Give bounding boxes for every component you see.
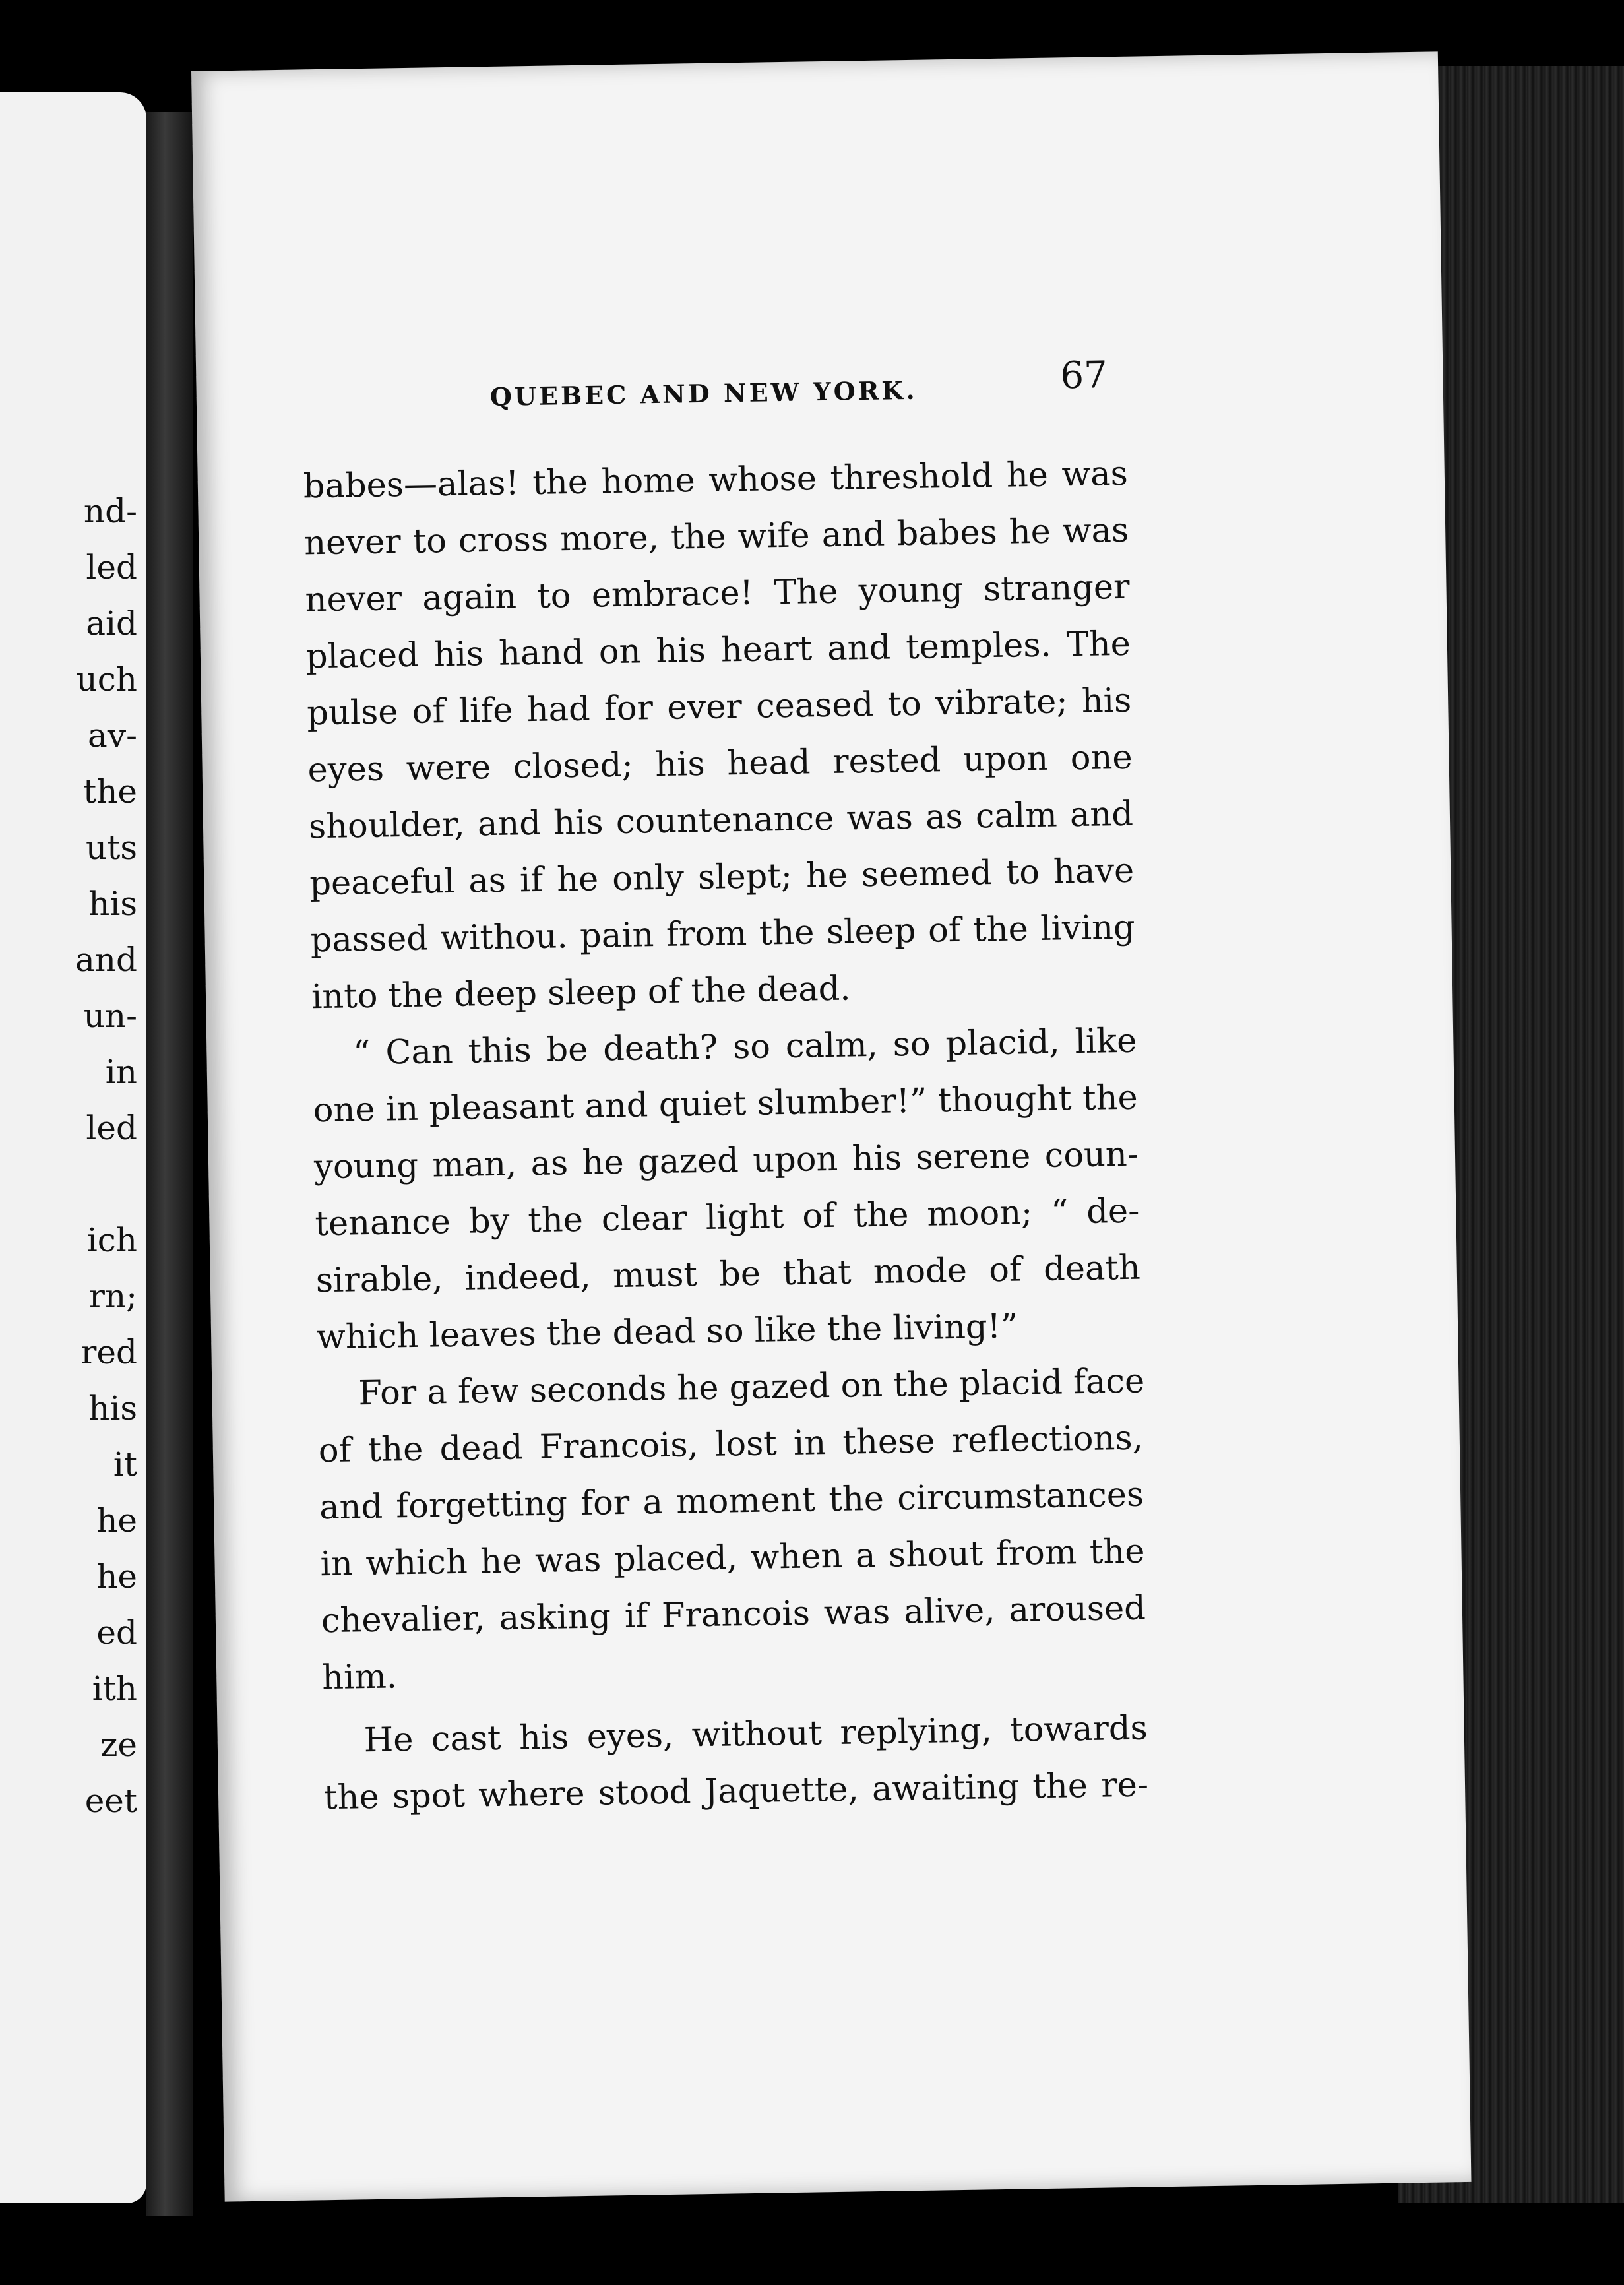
text-line: one in pleasant and quiet slumber!” thought the [313,1078,1139,1131]
text-line: babes—alas! the home whose threshold he was [303,454,1129,507]
paragraph [317,1354,1147,1707]
previous-page-line: nd- [83,492,137,530]
text-line: placed his hand on his heart and temples. The [305,624,1131,677]
text-line: never again to embrace! The young stranger [305,567,1130,620]
text-line: chevalier, asking if Francois was alive, aroused [321,1588,1146,1641]
previous-page-line: his [88,1389,137,1427]
previous-page-line: he [96,1557,137,1596]
previous-page-line: it [113,1445,137,1484]
previous-page-line: uts [86,829,137,867]
previous-page-line: led [86,1109,137,1147]
previous-page-line: he [96,1501,137,1540]
previous-page-line: ith [92,1670,137,1708]
text-line: the spot where stood Jaquette, awaiting the re- [323,1765,1149,1818]
text-line: peaceful as if he only slept; he seemed to have [309,851,1135,904]
book-page [191,51,1472,2201]
previous-page-line: eet [84,1782,137,1820]
previous-page-line: aid [86,604,137,642]
text-line: sirable, indeed, must be that mode of death [315,1248,1141,1301]
text-line: tenance by the clear light of the moon; “ de- [315,1191,1140,1244]
previous-page-line: led [86,548,137,586]
previous-page-line: un- [83,997,137,1035]
text-line: eyes were closed; his head rested upon one [307,737,1133,790]
text-line: young man, as he gazed upon his serene coun- [313,1135,1139,1187]
previous-page-line: rn; [89,1277,137,1315]
text-line: shoulder, and his countenance was as calm and [308,794,1134,847]
text-line: pulse of life had for ever ceased to vibrate; his [306,681,1132,734]
text-line: For a few seconds he gazed on the placid face [358,1362,1145,1414]
previous-page-line: his [88,885,137,923]
page-body [303,446,1148,1827]
text-line: him. [321,1657,398,1698]
book-gutter [146,112,193,2216]
text-line: never to cross more, the wife and babes he was [303,511,1129,563]
previous-page-line: uch [76,660,137,699]
previous-page-line: ich [86,1221,137,1259]
text-line: into the deep sleep of the dead. [311,969,851,1017]
previous-page [0,92,146,2203]
running-head: QUEBEC AND NEW YORK. [489,375,918,412]
previous-page-line: in [105,1053,137,1091]
text-line: He cast his eyes, without replying, towards [363,1708,1148,1761]
paragraph [323,1701,1149,1827]
text-line: and forgetting for a moment the circumstances [319,1475,1144,1528]
previous-page-line: ze [100,1726,137,1764]
previous-page-line: red [80,1333,137,1371]
previous-page-line: and [75,941,137,979]
paragraph [312,1013,1142,1367]
paragraph [303,446,1136,1026]
text-line: which leaves the dead so like the living!” [316,1307,1018,1358]
text-line: of the dead Francois, lost in these reflections, [318,1418,1144,1471]
page-number: 67 [1059,354,1108,398]
previous-page-line: the [83,772,137,811]
previous-page-line: ed [96,1613,137,1652]
text-line: passed withou. pain from the sleep of the living [310,908,1136,960]
text-line: “ Can this be death? so calm, so placid, like [352,1021,1137,1073]
previous-page-line: av- [88,716,137,755]
text-line: in which he was placed, when a shout from the [320,1532,1145,1584]
